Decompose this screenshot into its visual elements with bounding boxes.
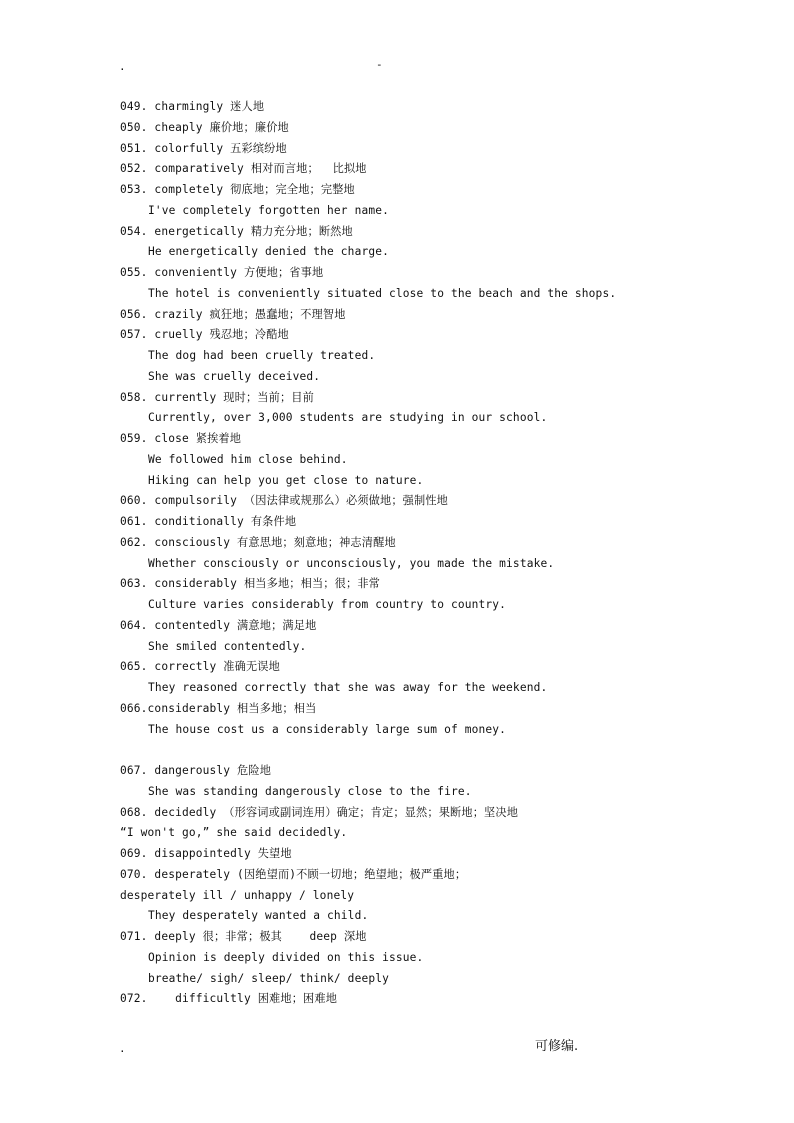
vocab-entry: 051. colorfully 五彩缤纷地 bbox=[120, 141, 287, 155]
example-sentence: They desperately wanted a child. bbox=[148, 909, 369, 923]
example-sentence: Whether consciously or unconsciously, you made the mistake. bbox=[148, 556, 555, 570]
vocab-entry: 049. charmingly 迷人地 bbox=[120, 100, 265, 113]
vocab-entry: 067. dangerously 危险地 bbox=[120, 764, 272, 777]
example-sentence: She smiled contentedly. bbox=[148, 639, 307, 653]
vocab-entry: 069. disappointedly 失望地 bbox=[120, 847, 292, 860]
vocab-entry: 072. difficultly 困难地；困难地 bbox=[120, 992, 338, 1006]
example-sentence: We followed him close behind. bbox=[148, 452, 348, 466]
vocab-entry: “I won't go,” she said decidedly. bbox=[120, 826, 348, 840]
example-sentence: They reasoned correctly that she was away for the weekend. bbox=[148, 681, 548, 694]
example-sentence: Currently, over 3,000 students are studying in our school. bbox=[148, 411, 548, 425]
header-dot: . bbox=[119, 60, 126, 73]
vocab-entry: 064. contentedly 满意地；满足地 bbox=[120, 618, 317, 632]
vocab-entry: 052. comparatively 相对而言地； 比拟地 bbox=[120, 162, 367, 176]
blank-line bbox=[120, 740, 780, 761]
example-sentence: Opinion is deeply divided on this issue. bbox=[148, 950, 424, 964]
vocab-entry: 058. currently 现时；当前；目前 bbox=[120, 390, 314, 404]
vocab-entry: 070. desperately (因绝望而)不顾一切地；绝望地；极严重地； bbox=[120, 867, 467, 881]
example-sentence: She was cruelly deceived. bbox=[148, 369, 321, 383]
vocab-entry: 057. cruelly 残忍地；冷酷地 bbox=[120, 328, 289, 342]
example-sentence: She was standing dangerously close to the fire. bbox=[148, 784, 472, 798]
example-sentence: The house cost us a considerably large sum of money. bbox=[148, 722, 507, 736]
vocab-entry: 065. correctly 准确无误地 bbox=[120, 660, 280, 674]
example-sentence: The dog had been cruelly treated. bbox=[148, 349, 376, 362]
vocab-entry: 059. close 紧挨着地 bbox=[120, 432, 242, 445]
vocab-entry: 062. consciously 有意思地；刻意地；神志清醒地 bbox=[120, 535, 396, 549]
vocab-entry: 068. decidedly （形容词或副词连用）确定；肯定；显然；果断地；坚决地 bbox=[120, 805, 519, 819]
example-sentence: He energetically denied the charge. bbox=[148, 245, 389, 259]
vocab-entry: 054. energetically 精力充分地；断然地 bbox=[120, 224, 353, 238]
footer-editable-note: 可修编. bbox=[535, 1039, 579, 1054]
vocab-entry: 066.considerably 相当多地；相当 bbox=[120, 701, 317, 715]
vocab-entry: 060. compulsorily （因法律或规那么）必须做地；强制性地 bbox=[120, 494, 449, 508]
vocab-entry: 061. conditionally 有条件地 bbox=[120, 515, 297, 528]
example-sentence: I've completely forgotten her name. bbox=[148, 203, 389, 217]
vocab-entry: 056. crazily 疯狂地；愚蠢地；不理智地 bbox=[120, 307, 346, 321]
footer-dot: . bbox=[119, 1042, 126, 1055]
vocab-entry: 071. deeply 很；非常；极其 deep 深地 bbox=[120, 930, 367, 943]
vocabulary-list bbox=[120, 97, 780, 1010]
header-dash: - bbox=[376, 58, 383, 71]
vocab-entry: desperately ill / unhappy / lonely bbox=[120, 888, 355, 902]
example-sentence: Hiking can help you get close to nature. bbox=[148, 473, 424, 487]
vocab-entry: 053. completely 彻底地；完全地；完整地 bbox=[120, 183, 355, 196]
vocab-entry: 063. considerably 相当多地；相当；很；非常 bbox=[120, 577, 380, 591]
example-sentence: The hotel is conveniently situated close to the beach and the shops. bbox=[148, 286, 617, 300]
vocab-entry: 055. conveniently 方便地；省事地 bbox=[120, 266, 324, 279]
example-sentence: Culture varies considerably from country to country. bbox=[148, 598, 507, 611]
vocab-entry: 050. cheaply 廉价地；廉价地 bbox=[120, 120, 289, 134]
example-sentence: breathe/ sigh/ sleep/ think/ deeply bbox=[148, 971, 389, 985]
